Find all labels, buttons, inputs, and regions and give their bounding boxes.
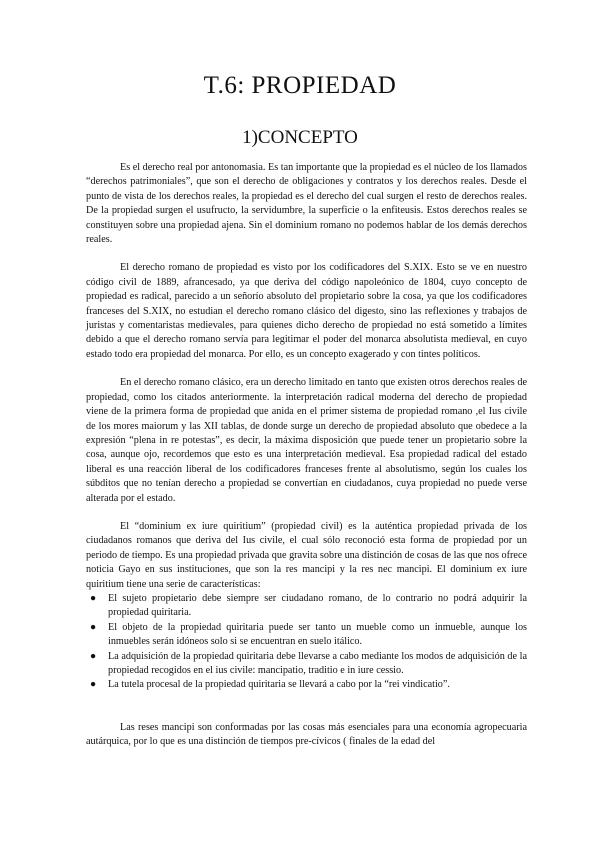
list-item — [86, 621, 527, 650]
bullet-icon: ● — [90, 679, 97, 691]
section-heading: 1)CONCEPTO — [242, 127, 358, 148]
list-item — [86, 592, 527, 621]
paragraph-2: El derecho romano de propiedad es visto por los codificadores del S.XIX. Esto se ve en nuestro código civil de 1889, afrancesado, ya que deriva del código napoleónico de 1804, cuyo concepto de propiedad es radical, parecido a un señorío absoluto del propietario sobre la cosa, ya que los codificadores franceses del S.XIX, no estudian el derecho romano clásico del digesto, sino las reflexiones y trabajos de juristas y comentaristas medievales, para quienes dicho derecho de propiedad no está sometido a límites debido a que el derecho romano servía para legitimar el poder del monarca absolutista medieval, en cuyo estado todo era propiedad del monarca. Por ello, es un concepto exagerado y con tintes políticos. — [86, 262, 527, 360]
paragraph-1: Es el derecho real por antonomasia. Es tan importante que la propiedad es el núcleo de los llamados “derechos patrimoniales”, que son el derecho de obligaciones y contratos y los derechos reales. Desde el punto de vista de los derechos reales, la propiedad es el derecho del cual surgen el resto de derechos reales. De la propiedad surgen el usufructo, la servidumbre, la superficie o la enfiteusis. Estos derechos reales se constituyen sobre una propiedad ajena. Sin el dominium romano no podemos hablar de los demás derechos reales. — [86, 162, 527, 246]
bullet-icon: ● — [90, 650, 97, 662]
list-item-text: El sujeto propietario debe siempre ser ciudadano romano, de lo contrario no podrá adquirir la propiedad quiritaria. — [108, 592, 527, 619]
paragraph-4: El “dominium ex iure quiritium” (propiedad civil) es la auténtica propiedad privada de los ciudadanos romanos que deriva del Ius civile, el cual sólo reconoció esta forma de propiedad por un periodo de tiempo. Es una propiedad privada que gravita sobre una distinción de cosas de las que nos ofrece noticia Gayo en sus instituciones, que son la res mancipi y la res nec mancipi. El dominium ex iure quiritium tiene una serie de características: — [86, 520, 527, 590]
bullet-icon: ● — [90, 621, 97, 633]
list-item — [86, 678, 527, 692]
list-item — [86, 650, 527, 679]
list-item-text: La adquisición de la propiedad quiritaria debe llevarse a cabo mediante los modos de adquisición de la propiedad recogidos en el ius civile: mancipatio, traditio e in iure cessio. — [108, 650, 527, 676]
list-item-text: El objeto de la propiedad quiritaria puede ser tanto un mueble como un inmueble, aunque los inmuebles serán idóneos solo si se encuentran en suelo itálico. — [108, 621, 527, 648]
document-body — [86, 161, 527, 764]
characteristics-list — [86, 592, 527, 693]
paragraph-3: En el derecho romano clásico, era un derecho limitado en tanto que existen otros derechos reales de propiedad, como los citados anteriormente. la interpretación radical moderna del derecho de propiedad viene de la primera forma de propiedad que anida en el primer sistema de propiedad romano ,el Ius civile de los mores maiorum y las XII tablas, de donde surge un derecho de propiedad absoluto que obedece a la expresión “plena in re potestas”, es decir, la máxima disposición que puede tener un propietario sobre la cosa, aunque ojo, recordemos que esto es una interpretación medieval. Esa propiedad radical del estado liberal es una reacción liberal de los codificadores franceses frente al absolutismo, según los cuales los súbditos que no tenían derecho a propiedad se convertían en ciudadanos, cuya propiedad no puede verse alterada por el estado. — [86, 377, 527, 504]
bullet-icon: ● — [90, 592, 97, 604]
list-item-text: La tutela procesal de la propiedad quiritaria se llevará a cabo por la “rei vindicatio”. — [108, 679, 450, 691]
page-title: T.6: PROPIEDAD — [203, 72, 397, 99]
paragraph-5: Las reses mancipi son conformadas por las cosas más esenciales para una economía agropecuaria autárquica, por lo que es una distinción de tiempos pre-cívicos ( finales de la edad del — [86, 721, 527, 748]
